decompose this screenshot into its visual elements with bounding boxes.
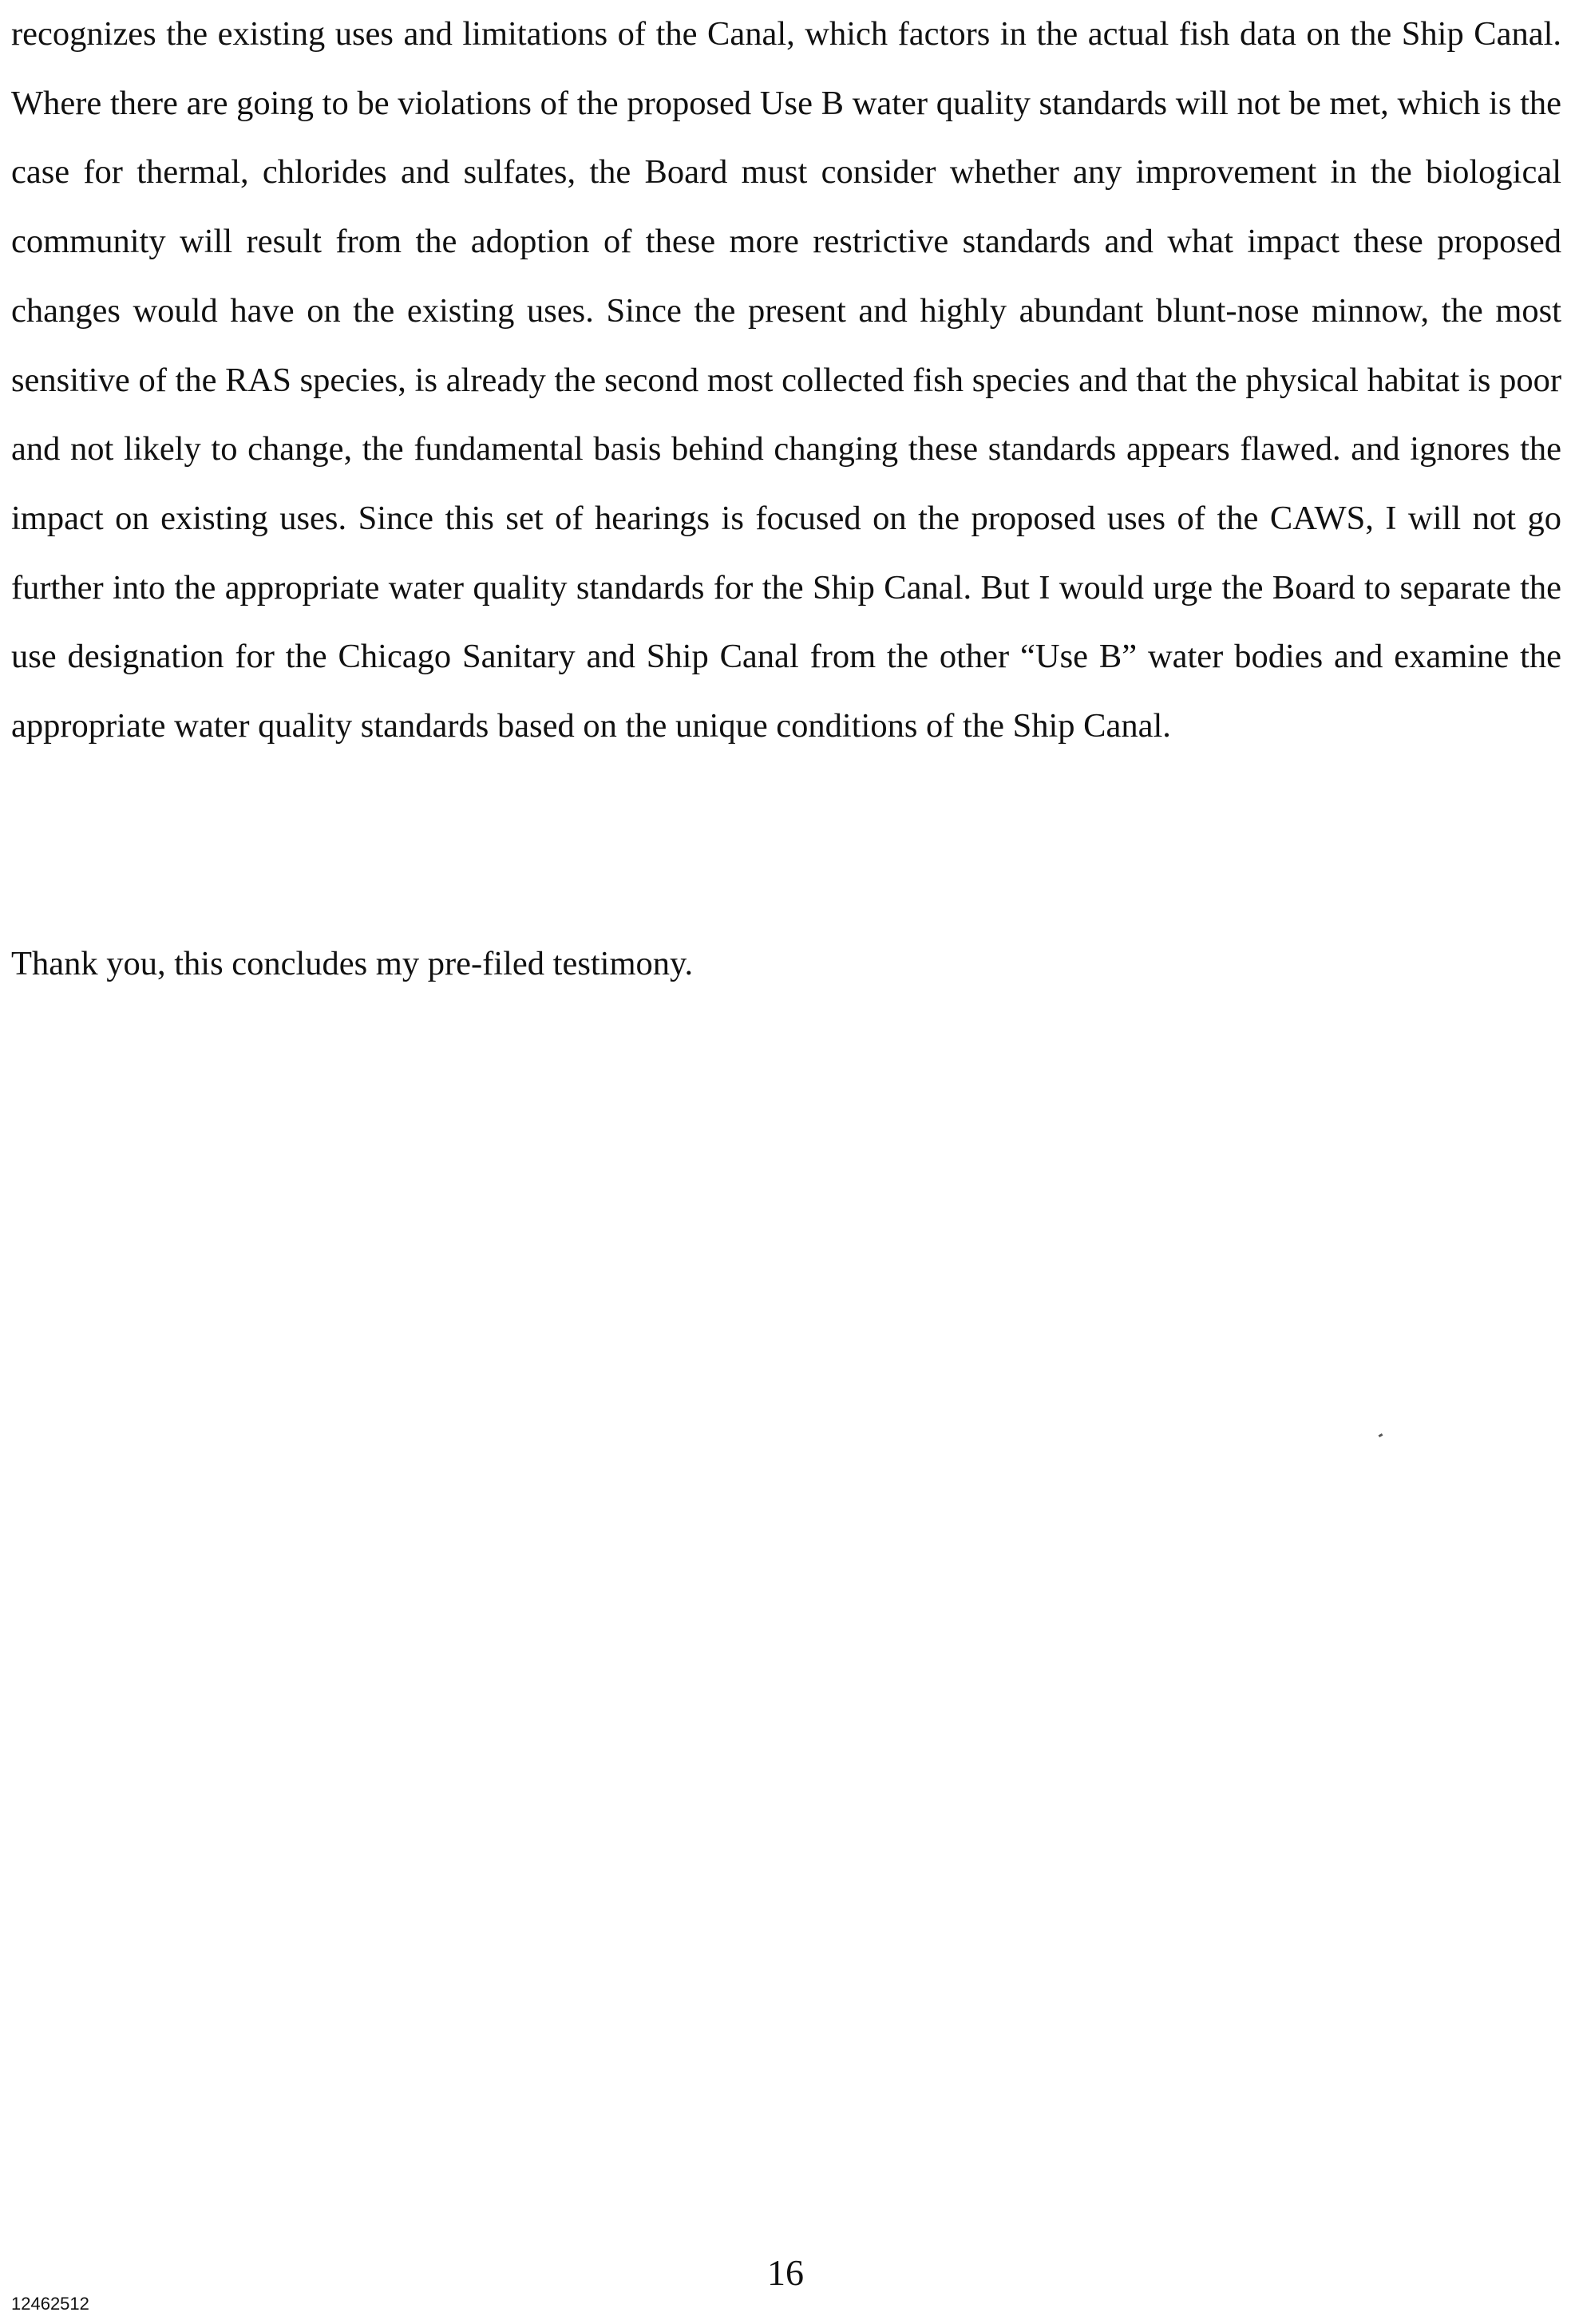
page-number: 16	[767, 2252, 804, 2293]
document-id: 12462512	[11, 2294, 89, 2314]
closing-statement: Thank you, this concludes my pre-filed testimony.	[11, 945, 694, 982]
scan-speck	[1379, 1433, 1383, 1437]
testimony-paragraph: recognizes the existing uses and limitations of the Canal, which factors in the actual fish data on the Ship Canal. Where there are going to be violations of the proposed Use B water quality standards will not be met, which is the case for thermal, chlorides and sulfates, the Board must consider whether any improvement in the biological community will result from the adoption of these more restrictive standards and what impact these proposed changes would have on the existing uses. Since the present and highly abundant blunt-nose minnow, the most sensitive of the RAS species, is already the second most collected fish species and that the physical habitat is poor and not likely to change, the fundamental basis behind changing these standards appears flawed. and ignores the impact on existing uses. Since this set of hearings is focused on the proposed uses of the CAWS, I will not go further into the appropriate water quality standards for the Ship Canal. But I would urge the Board to separate the use designation for the Chicago Sanitary and Ship Canal from the other “Use B” water bodies and examine the appropriate water quality standards based on the unique conditions of the Ship Canal.	[11, 15, 1561, 745]
